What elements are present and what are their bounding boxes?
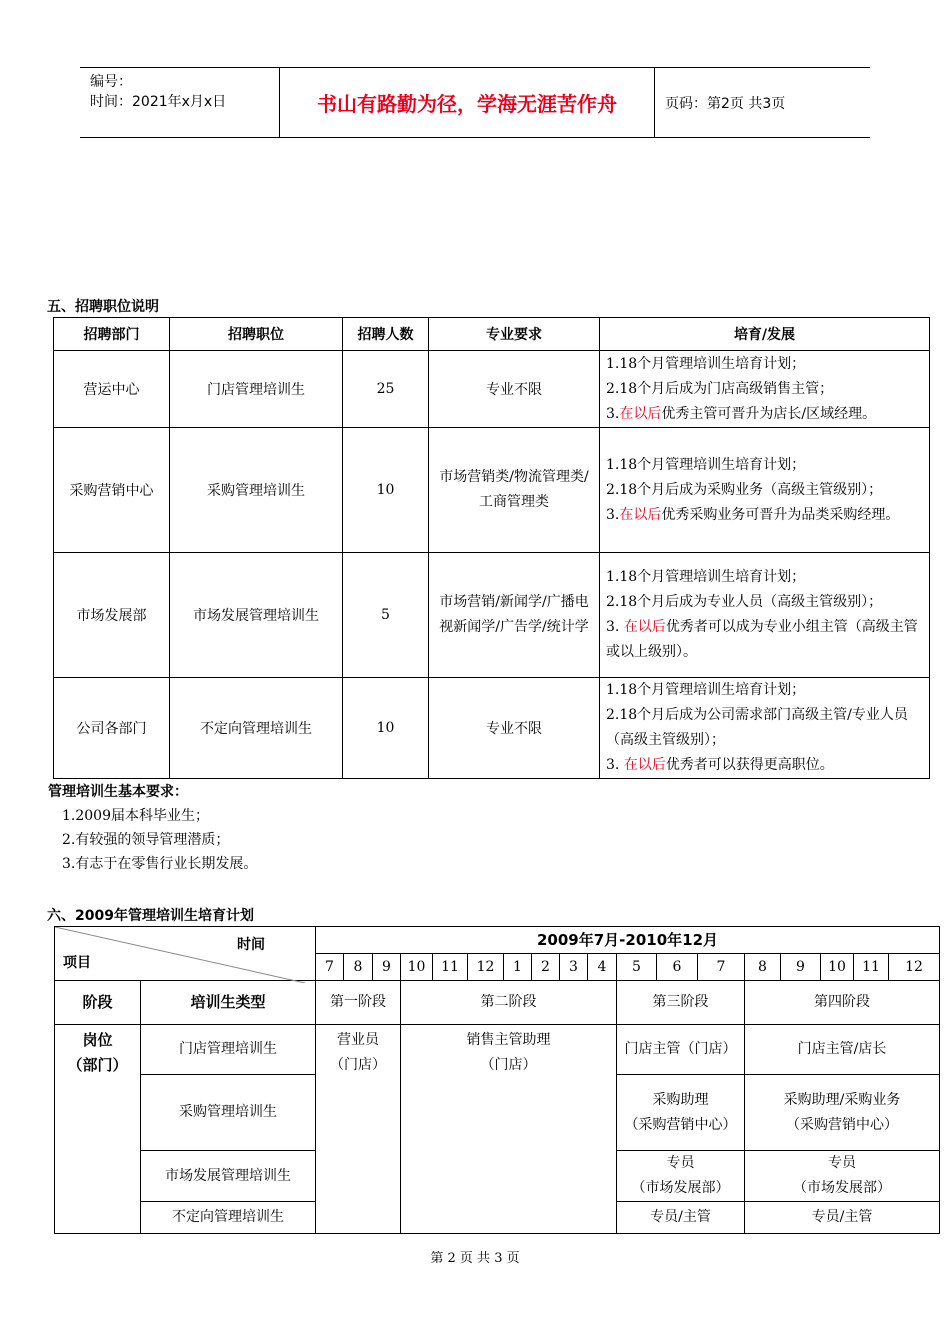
table-row (54, 351, 930, 428)
list-item: 2.有较强的领导管理潜质； (62, 832, 230, 848)
stage3-post-cell: 专员/主管 (617, 1202, 745, 1234)
dev-line: 3.在以后优秀主管可晋升为店长/区域经理。 (606, 405, 877, 422)
post-dept: （门店） (480, 1057, 537, 1073)
col-header: 专业要求 (429, 318, 600, 351)
dev-line: 2.18个月后成为采购业务（高级主管级别）； (606, 481, 883, 498)
requirements-title: 管理培训生基本要求： (48, 784, 188, 800)
col-header: 招聘部门 (54, 318, 170, 351)
table-row (54, 553, 930, 678)
month-cell: 9 (373, 954, 401, 981)
stage2-post-cell (401, 1025, 617, 1234)
header-page-label: 页码：第2页 共3页 (665, 95, 786, 112)
major-cell: 专业不限 (429, 351, 600, 428)
col-header: 招聘职位 (170, 318, 343, 351)
post-dept: （采购营销中心） (786, 1116, 898, 1133)
month-cell: 12 (468, 954, 504, 981)
page-header (80, 67, 870, 138)
position-cell: 门店管理培训生 (170, 351, 343, 428)
post-dept-label: （部门） (67, 1056, 128, 1074)
stage-label: 阶段 (55, 981, 141, 1025)
month-cell: 8 (745, 954, 781, 981)
dev-line: 1.18个月管理培训生培育计划； (606, 456, 806, 473)
dev-line: 2.18个月后成为门店高级销售主管； (606, 380, 834, 397)
major-cell: 专业不限 (429, 678, 600, 779)
count-cell: 10 (343, 428, 429, 553)
dev-line: 3. 在以后优秀者可以获得更高职位。 (606, 757, 834, 773)
post-title: 采购助理 (652, 1091, 709, 1108)
count-cell: 10 (343, 678, 429, 779)
month-cell: 8 (344, 954, 373, 981)
requirements-block (48, 780, 257, 876)
post-title: 销售主管助理 (466, 1032, 551, 1048)
stage-cell: 第三阶段 (617, 981, 745, 1025)
header-meta (80, 68, 280, 137)
stage-cell: 第二阶段 (401, 981, 617, 1025)
post-label: 岗位 (82, 1031, 113, 1049)
dev-line: 1.18个月管理培训生培育计划； (606, 355, 806, 372)
post-title: 专员 (666, 1155, 695, 1171)
post-dept: （市场发展部） (631, 1180, 730, 1196)
dept-cell: 公司各部门 (54, 678, 170, 779)
month-cell: 12 (889, 954, 940, 981)
col-header: 招聘人数 (343, 318, 429, 351)
trainee-type-label: 培训生类型 (141, 981, 316, 1025)
diagonal-line (55, 927, 317, 983)
month-cell: 5 (617, 954, 657, 981)
count-cell: 25 (343, 351, 429, 428)
major-cell: 市场营销/新闻学/广播电视新闻学/广告学/统计学 (429, 553, 600, 678)
post-title: 采购助理/采购业务 (783, 1091, 901, 1108)
month-cell: 10 (821, 954, 854, 981)
diagonal-header-cell (55, 927, 316, 981)
post-label-cell (55, 1025, 141, 1234)
month-cell: 11 (854, 954, 889, 981)
stage4-post-cell: 专员/主管 (745, 1202, 940, 1234)
time-header-label: 时间 (237, 937, 265, 953)
month-cell: 10 (401, 954, 433, 981)
stage4-post-cell: 门店主管/店长 (745, 1025, 940, 1075)
stage3-post-cell (617, 1151, 745, 1202)
col-header: 培育/发展 (600, 318, 930, 351)
list-item: 1.2009届本科毕业生； (62, 808, 209, 824)
table-row (54, 678, 930, 779)
post-dept: （市场发展部） (793, 1180, 891, 1196)
stage-cell: 第一阶段 (316, 981, 401, 1025)
month-cell: 3 (560, 954, 588, 981)
development-cell (600, 678, 930, 779)
post-dept: （门店） (330, 1057, 386, 1073)
time-label: 时间：2021年x月x日 (90, 94, 227, 110)
development-cell (600, 351, 930, 428)
month-cell: 7 (698, 954, 745, 981)
page-footer: 第 2 页 共 3 页 (430, 1251, 520, 1266)
dev-line: 3.在以后优秀采购业务可晋升为品类采购经理。 (606, 506, 900, 523)
trainee-type-cell: 门店管理培训生 (141, 1025, 316, 1075)
month-cell: 6 (657, 954, 698, 981)
dept-cell: 营运中心 (54, 351, 170, 428)
position-cell: 不定向管理培训生 (170, 678, 343, 779)
trainee-type-cell: 市场发展管理培训生 (141, 1151, 316, 1202)
period-row (55, 927, 940, 954)
development-cell (600, 428, 930, 553)
number-label: 编号： (90, 74, 132, 90)
recruitment-table (53, 317, 930, 779)
month-cell: 9 (781, 954, 821, 981)
dept-cell: 采购营销中心 (54, 428, 170, 553)
post-title: 专员 (828, 1155, 856, 1171)
dev-line: 1.18个月管理培训生培育计划； (606, 682, 806, 698)
item-header-label: 项目 (63, 955, 91, 971)
period-header: 2009年7月-2010年12月 (316, 927, 940, 954)
month-cell: 2 (532, 954, 560, 981)
major-cell: 市场营销类/物流管理类/工商管理类 (429, 428, 600, 553)
dev-line: 2.18个月后成为专业人员（高级主管级别）； (606, 594, 883, 610)
trainee-type-cell: 采购管理培训生 (141, 1075, 316, 1151)
recruitment-header-row (54, 318, 930, 351)
stage1-post-cell (316, 1025, 401, 1234)
stage-row (55, 981, 940, 1025)
count-cell: 5 (343, 553, 429, 678)
post-title: 营业员 (337, 1032, 379, 1048)
table-row (55, 1025, 940, 1075)
stage4-post-cell (745, 1151, 940, 1202)
post-dept: （采购营销中心） (624, 1116, 737, 1133)
list-item: 3.有志于在零售行业长期发展。 (62, 856, 258, 872)
stage4-post-cell (745, 1075, 940, 1151)
header-motto: 书山有路勤为径，学海无涯苦作舟 (280, 68, 655, 137)
month-cell: 4 (588, 954, 617, 981)
dept-cell: 市场发展部 (54, 553, 170, 678)
stage3-post-cell (617, 1075, 745, 1151)
stage3-post-cell: 门店主管（门店） (617, 1025, 745, 1075)
trainee-type-cell: 不定向管理培训生 (141, 1202, 316, 1234)
month-cell: 1 (504, 954, 532, 981)
training-plan-table (54, 926, 940, 1234)
dev-line: 1.18个月管理培训生培育计划； (606, 569, 806, 585)
section6-title: 六、2009年管理培训生培育计划 (47, 908, 254, 924)
month-cell: 7 (316, 954, 344, 981)
month-cell: 11 (433, 954, 468, 981)
position-cell: 采购管理培训生 (170, 428, 343, 553)
position-cell: 市场发展管理培训生 (170, 553, 343, 678)
dev-line: 3. 在以后优秀者可以成为专业小组主管（高级主管或以上级别）。 (606, 619, 918, 660)
stage-cell: 第四阶段 (745, 981, 940, 1025)
table-row (54, 428, 930, 553)
section5-title: 五、招聘职位说明 (47, 299, 159, 315)
development-cell (600, 553, 930, 678)
dev-line: 2.18个月后成为公司需求部门高级主管/专业人员（高级主管级别）； (606, 707, 908, 748)
